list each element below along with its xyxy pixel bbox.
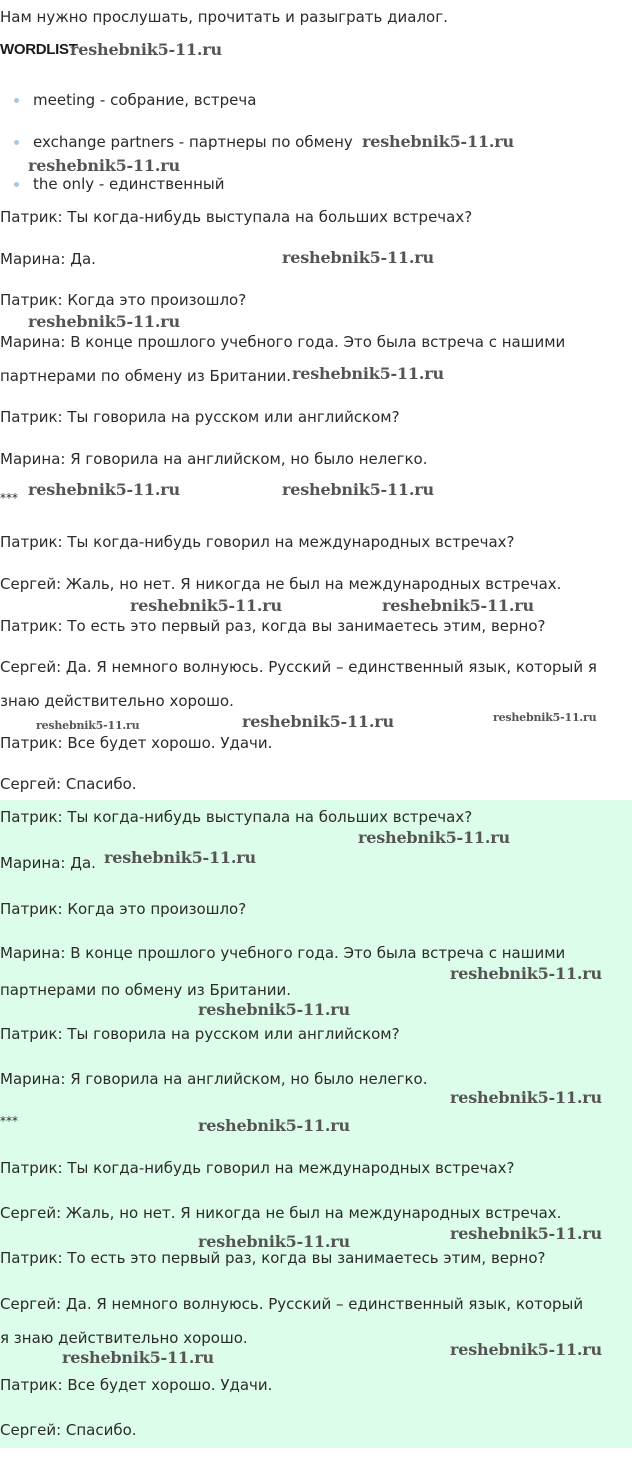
answer-line: я знаю действительно хорошо. (0, 1329, 248, 1347)
answer-line: Марина: Да. (0, 854, 96, 872)
watermark: reshebnik5-11.ru (450, 1088, 602, 1107)
watermark: reshebnik5-11.ru (358, 828, 510, 847)
answer-line: Марина: Я говорила на английском, но было нелегко. (0, 1070, 428, 1088)
dialogue-line: Сергей: Спасибо. (0, 775, 137, 793)
answer-line: Патрик: Ты когда-нибудь выступала на больших встречах? (0, 808, 473, 826)
answer-separator: *** (0, 1114, 18, 1128)
dialogue-line: партнерами по обмену из Британии. (0, 367, 292, 385)
watermark: reshebnik5-11.ru (28, 312, 180, 331)
watermark: reshebnik5-11.ru (70, 40, 222, 59)
watermark: reshebnik5-11.ru (292, 364, 444, 383)
answer-line: Патрик: То есть это первый раз, когда вы занимаетесь этим, верно? (0, 1249, 546, 1267)
wordlist-item: the only - единственный (33, 175, 225, 193)
watermark: reshebnik5-11.ru (130, 596, 282, 615)
bullet-icon (14, 98, 19, 103)
watermark: reshebnik5-11.ru (493, 711, 597, 724)
watermark: reshebnik5-11.ru (198, 1232, 350, 1251)
answer-line: партнерами по обмену из Британии. (0, 981, 292, 999)
answer-line: Патрик: Ты говорила на русском или английском? (0, 1025, 400, 1043)
dialogue-line: Патрик: Когда это произошло? (0, 291, 247, 309)
watermark: reshebnik5-11.ru (62, 1348, 214, 1367)
wordlist-title: WORDLIST (0, 41, 78, 58)
watermark: reshebnik5-11.ru (36, 719, 140, 732)
watermark: reshebnik5-11.ru (198, 1116, 350, 1135)
dialogue-line: Марина: Я говорила на английском, но было нелегко. (0, 450, 428, 468)
watermark: reshebnik5-11.ru (242, 712, 394, 731)
watermark: reshebnik5-11.ru (28, 156, 180, 175)
intro-text: Нам нужно прослушать, прочитать и разыграть диалог. (0, 8, 448, 26)
watermark: reshebnik5-11.ru (450, 1224, 602, 1243)
dialogue-line: знаю действительно хорошо. (0, 692, 234, 710)
wordlist-item: meeting - собрание, встреча (33, 91, 257, 109)
dialogue-line: Сергей: Жаль, но нет. Я никогда не был на международных встречах. (0, 575, 562, 593)
dialogue-line: Марина: Да. (0, 250, 96, 268)
watermark: reshebnik5-11.ru (282, 248, 434, 267)
dialogue-line: Патрик: Ты когда-нибудь говорил на международных встречах? (0, 533, 515, 551)
answer-line: Патрик: Когда это произошло? (0, 900, 247, 918)
watermark: reshebnik5-11.ru (104, 848, 256, 867)
answer-line: Сергей: Жаль, но нет. Я никогда не был на международных встречах. (0, 1204, 562, 1222)
answer-line: Сергей: Спасибо. (0, 1421, 137, 1439)
answer-line: Марина: В конце прошлого учебного года. Это была встреча с нашими (0, 944, 566, 962)
watermark: reshebnik5-11.ru (382, 596, 534, 615)
dialogue-line: Сергей: Да. Я немного волнуюсь. Русский – единственный язык, который я (0, 658, 597, 676)
bullet-icon (14, 182, 19, 187)
answer-line: Сергей: Да. Я немного волнуюсь. Русский – единственный язык, который (0, 1295, 584, 1313)
watermark: reshebnik5-11.ru (28, 480, 180, 499)
answer-line: Патрик: Все будет хорошо. Удачи. (0, 1376, 273, 1394)
dialogue-line: Патрик: Ты когда-нибудь выступала на больших встречах? (0, 208, 473, 226)
watermark: reshebnik5-11.ru (198, 1000, 350, 1019)
watermark: reshebnik5-11.ru (282, 480, 434, 499)
watermark: reshebnik5-11.ru (450, 1340, 602, 1359)
dialogue-line: Патрик: Все будет хорошо. Удачи. (0, 734, 273, 752)
wordlist-item: exchange partners - партнеры по обмену (33, 133, 353, 151)
dialogue-line: Патрик: Ты говорила на русском или английском? (0, 408, 400, 426)
dialogue-line: Патрик: То есть это первый раз, когда вы занимаетесь этим, верно? (0, 617, 546, 635)
dialogue-line: Марина: В конце прошлого учебного года. Это была встреча с нашими (0, 333, 566, 351)
watermark: reshebnik5-11.ru (362, 132, 514, 151)
bullet-icon (14, 140, 19, 145)
dialogue-separator: *** (0, 491, 18, 505)
answer-line: Патрик: Ты когда-нибудь говорил на международных встречах? (0, 1159, 515, 1177)
watermark: reshebnik5-11.ru (450, 964, 602, 983)
